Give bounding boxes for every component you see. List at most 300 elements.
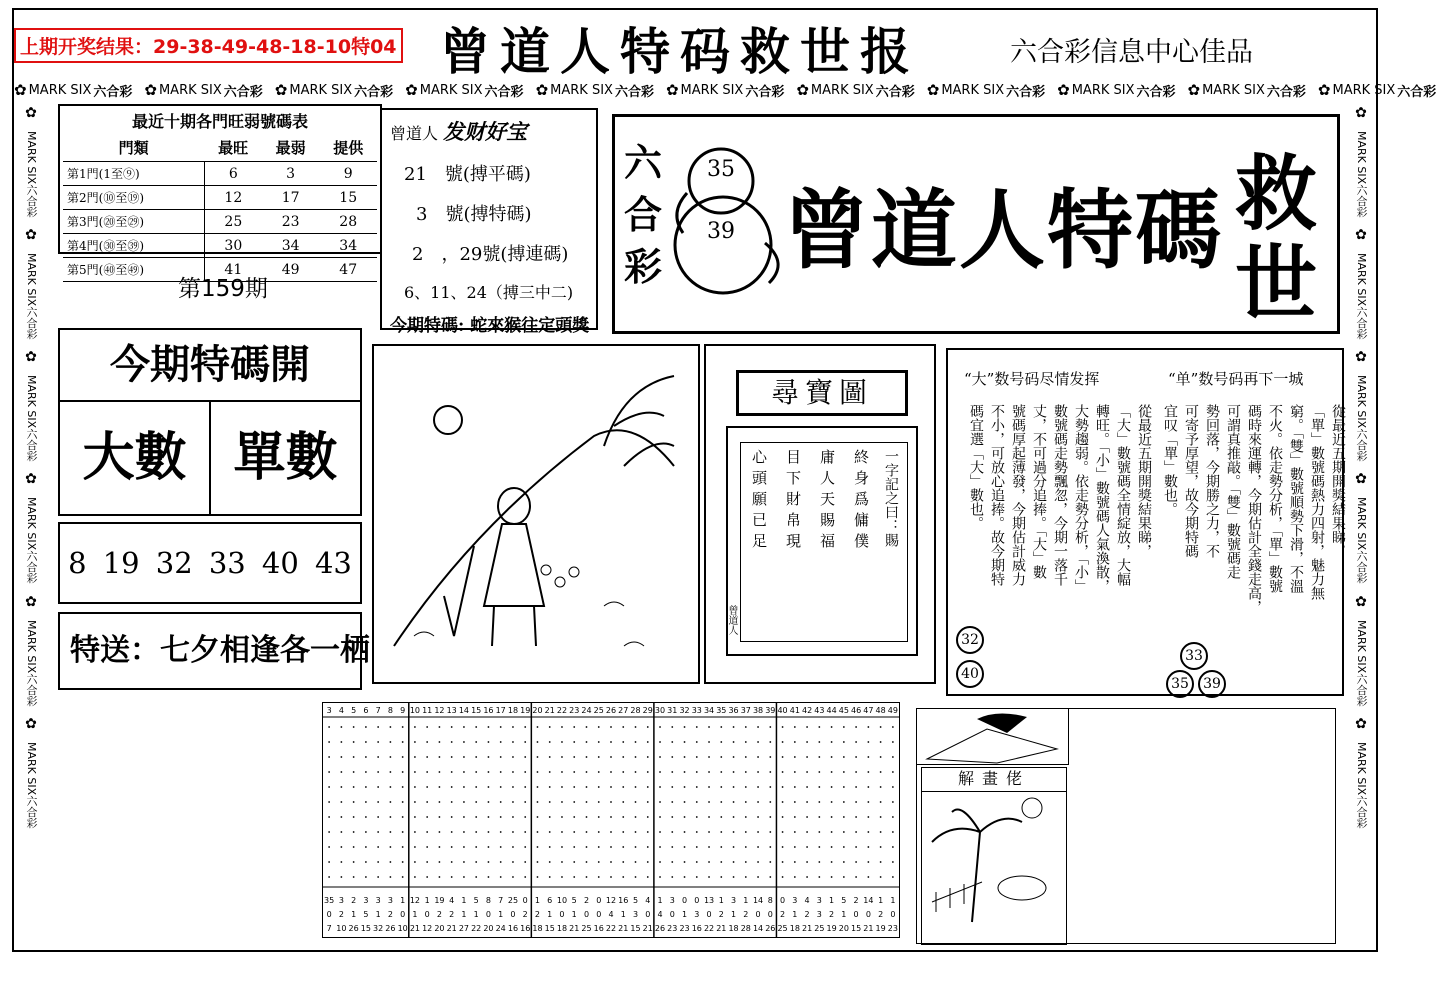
grid-footer-cell: 1: [829, 896, 835, 905]
grid-dot: [659, 726, 661, 728]
grid-dot: [463, 816, 465, 818]
grid-dot: [451, 861, 453, 863]
grid-footer-cell: 0: [694, 896, 700, 905]
table-cell-give: 47: [319, 258, 377, 282]
flower-icon: ✿: [1355, 593, 1367, 610]
grid-dot: [782, 831, 784, 833]
grid-dot: [340, 861, 342, 863]
grid-dot: [340, 831, 342, 833]
grid-dot: [475, 816, 477, 818]
brand-cn-text: 六合彩: [484, 84, 524, 100]
grid-dot: [365, 876, 367, 878]
brand-side-text: [23, 253, 39, 339]
grid-dot: [684, 801, 686, 803]
grid-dot: [880, 846, 882, 848]
grid-dot: [451, 846, 453, 848]
grid-header-cell: 49: [887, 706, 898, 715]
grid-footer-cell: 16: [618, 896, 629, 905]
grid-dot: [377, 771, 379, 773]
grid-dot: [365, 846, 367, 848]
grid-dot: [647, 801, 649, 803]
grid-header-cell: 25: [593, 706, 604, 715]
grid-dot: [610, 816, 612, 818]
grid-dot: [537, 816, 539, 818]
grid-dot: [353, 831, 355, 833]
brand-tile: [1318, 81, 1436, 100]
grid-dot: [353, 741, 355, 743]
grid-footer-cell: 0: [669, 910, 675, 919]
brand-cn-text: 六合彩: [614, 84, 654, 100]
grid-dot: [892, 726, 894, 728]
grid-dot: [831, 726, 833, 728]
table-cell-door: 第1門(1至⑨): [63, 162, 204, 186]
grid-dot: [696, 741, 698, 743]
grid-header-cell: 5: [351, 706, 357, 715]
grid-dot: [757, 771, 759, 773]
logo-ball-a: 35: [707, 157, 735, 182]
grid-footer-cell: 22: [703, 924, 715, 933]
picked-numbers-box: [58, 522, 362, 604]
grid-dot: [622, 741, 624, 743]
grid-header-cell: 37: [740, 706, 751, 715]
logo-title: 曾道人特碼: [783, 180, 1223, 281]
grid-footer-cell: 1: [731, 910, 737, 919]
grid-footer-cell: 19: [434, 896, 445, 905]
grid-dot: [720, 816, 722, 818]
flower-icon: ✿: [25, 715, 37, 732]
grid-footer-cell: 10: [336, 924, 347, 933]
grid-dot: [855, 786, 857, 788]
grid-dot: [782, 801, 784, 803]
grid-footer-cell: 2: [780, 910, 786, 919]
grid-dot: [414, 741, 416, 743]
grid-dot: [549, 756, 551, 758]
grid-dot: [867, 876, 869, 878]
grid-dot: [818, 846, 820, 848]
grid-dot: [537, 846, 539, 848]
grid-dot: [757, 801, 759, 803]
table-row: [63, 234, 377, 258]
tips-heading-small: 曾道人: [390, 124, 439, 143]
grid-dot: [573, 801, 575, 803]
grid-dot: [586, 861, 588, 863]
brand-cn-text: 六合彩: [25, 306, 38, 340]
special-open-box: [58, 328, 362, 516]
grid-dot: [782, 741, 784, 743]
grid-footer-cell: 26: [348, 924, 359, 933]
grid-footer-cell: 15: [544, 924, 555, 933]
grid-dot: [708, 816, 710, 818]
table-cell-strong: 25: [204, 210, 262, 234]
grid-dot: [769, 831, 771, 833]
grid-dot: [696, 801, 698, 803]
grid-dot: [610, 831, 612, 833]
grid-dot: [414, 756, 416, 758]
grid-dot: [549, 801, 551, 803]
grid-header-cell: 11: [422, 706, 433, 715]
grid-dot: [782, 771, 784, 773]
grid-dot: [340, 816, 342, 818]
grid-dot: [696, 756, 698, 758]
brand-side-text: [23, 497, 39, 583]
grid-dot: [488, 831, 490, 833]
grid-dot: [610, 861, 612, 863]
grid-dot: [733, 801, 735, 803]
grid-footer-cell: 2: [718, 910, 724, 919]
grid-dot: [757, 816, 759, 818]
grid-footer-cell: 23: [667, 924, 678, 933]
grid-header-cell: 23: [569, 706, 580, 715]
grid-header-cell: 19: [520, 706, 531, 715]
brand-side-text: [23, 131, 39, 217]
grid-dot: [769, 756, 771, 758]
grid-dot: [855, 846, 857, 848]
grid-footer-cell: 15: [851, 924, 862, 933]
grid-dot: [573, 756, 575, 758]
analysis-panel: [946, 348, 1344, 696]
grid-header-cell: 17: [495, 706, 506, 715]
grid-footer-cell: 1: [461, 910, 467, 919]
grid-footer-cell: 2: [583, 896, 590, 905]
grid-dot: [794, 726, 796, 728]
grid-footer-cell: 22: [471, 924, 482, 933]
grid-header-cell: 32: [679, 706, 690, 715]
trend-grid-chart: [323, 703, 899, 937]
grid-dot: [671, 846, 673, 848]
grid-dot: [622, 816, 624, 818]
grid-header-cell: 45: [838, 706, 849, 715]
grid-dot: [696, 816, 698, 818]
picked-number: 40: [261, 546, 299, 580]
grid-dot: [794, 876, 796, 878]
flower-icon: ✿: [274, 81, 288, 99]
analysis-ball: 39: [1198, 670, 1226, 698]
flower-icon: ✿: [144, 81, 157, 99]
grid-dot: [622, 861, 624, 863]
grid-footer-cell: 3: [632, 910, 639, 919]
grid-footer-cell: 25: [581, 924, 592, 933]
grid-dot: [500, 831, 502, 833]
grid-dot: [524, 876, 526, 878]
grid-dot: [684, 756, 686, 758]
grid-dot: [708, 846, 710, 848]
puzzle-illustration: [372, 344, 700, 684]
analysis-column: 碼時來運轉，今期估計全錢走高，: [1246, 404, 1262, 614]
grid-footer-cell: 0: [645, 910, 651, 919]
grid-dot: [745, 801, 747, 803]
issue-number: 第159期: [178, 276, 268, 302]
table-cell-weak: 3: [262, 162, 320, 186]
grid-header-cell: 38: [752, 706, 764, 715]
grid-footer-cell: 3: [669, 896, 675, 905]
grid-dot: [671, 786, 673, 788]
grid-footer-cell: 0: [767, 910, 773, 919]
grid-dot: [414, 846, 416, 848]
brand-mark-text: MARK SIX: [1355, 253, 1368, 307]
grid-dot: [892, 741, 894, 743]
grid-dot: [696, 726, 698, 728]
grid-footer-cell: 21: [801, 924, 813, 933]
grid-dot: [549, 786, 551, 788]
grid-dot: [488, 726, 490, 728]
flower-icon: ✿: [1355, 471, 1367, 488]
grid-dot: [390, 786, 392, 788]
brand-mark-text: MARK SIX: [1355, 619, 1368, 673]
grid-dot: [843, 771, 845, 773]
treasure-panel: [704, 344, 936, 684]
grid-footer-cell: 1: [351, 910, 357, 919]
brand-cn-text: 六合彩: [745, 84, 785, 100]
grid-footer-cell: 1: [743, 896, 749, 905]
grid-footer-cell: 13: [703, 896, 715, 905]
grid-footer-cell: 23: [887, 924, 898, 933]
grid-header-cell: 46: [851, 706, 862, 715]
grid-dot: [598, 741, 600, 743]
grid-dot: [353, 771, 355, 773]
brand-cn-text: 六合彩: [25, 550, 38, 584]
grid-dot: [598, 756, 600, 758]
grid-dot: [806, 861, 808, 863]
flower-icon: ✿: [1355, 227, 1367, 244]
grid-footer-cell: 3: [816, 896, 822, 905]
grid-dot: [328, 756, 330, 758]
treasure-intro: 一字記之曰：賜: [883, 449, 899, 547]
grid-dot: [720, 846, 722, 848]
grid-dot: [855, 876, 857, 878]
grid-dot: [414, 876, 416, 878]
brand-side-text: [1353, 375, 1369, 461]
tips-heading: 发财好宝: [443, 119, 528, 144]
grid-header-cell: 31: [667, 706, 678, 715]
brand-cn-text: 六合彩: [1355, 306, 1368, 340]
grid-dot: [635, 741, 637, 743]
analysis-column: 宜叹「單」數也。: [1162, 404, 1178, 516]
grid-dot: [561, 861, 563, 863]
flower-icon: ✿: [1355, 715, 1367, 732]
grid-footer-cell: 21: [642, 924, 653, 933]
grid-header-cell: 16: [483, 706, 494, 715]
grid-dot: [537, 801, 539, 803]
grid-dot: [782, 726, 784, 728]
grid-dot: [733, 861, 735, 863]
table-cell-weak: 17: [262, 186, 320, 210]
book-icon: [917, 709, 1067, 763]
grid-dot: [782, 816, 784, 818]
grid-header-cell: 6: [363, 706, 369, 715]
grid-dot: [806, 876, 808, 878]
table-cell-strong: 30: [204, 234, 262, 258]
column-header-weak: 最弱: [262, 134, 320, 162]
brand-side-text: [1353, 742, 1369, 828]
grid-dot: [524, 816, 526, 818]
grid-dot: [794, 741, 796, 743]
grid-dot: [377, 831, 379, 833]
masthead-title: 曾道人特码救世报: [440, 22, 920, 81]
flower-icon: ✿: [405, 81, 418, 99]
grid-dot: [451, 741, 453, 743]
grid-header-cell: 18: [507, 706, 519, 715]
grid-footer-cell: 5: [632, 896, 639, 905]
grid-footer-cell: 20: [838, 924, 849, 933]
grid-footer-cell: 4: [449, 896, 455, 905]
grid-dot: [659, 876, 661, 878]
grid-dot: [769, 876, 771, 878]
grid-dot: [426, 816, 428, 818]
treasure-verse: 終身爲傭僕: [852, 449, 870, 554]
flower-icon: ✿: [665, 81, 679, 99]
grid-dot: [353, 726, 355, 728]
grid-dot: [831, 741, 833, 743]
grid-dot: [745, 726, 747, 728]
grid-dot: [647, 846, 649, 848]
treasure-sign: 曾道人: [726, 605, 737, 635]
grid-dot: [402, 771, 404, 773]
grid-dot: [439, 861, 441, 863]
grid-dot: [720, 861, 722, 863]
grid-dot: [365, 726, 367, 728]
grid-dot: [500, 756, 502, 758]
grid-dot: [561, 876, 563, 878]
grid-dot: [684, 741, 686, 743]
grid-dot: [573, 861, 575, 863]
grid-dot: [843, 846, 845, 848]
grid-dot: [340, 876, 342, 878]
flower-icon: ✿: [25, 593, 37, 610]
grid-dot: [328, 816, 330, 818]
grid-header-cell: 8: [387, 706, 393, 715]
grid-dot: [720, 801, 722, 803]
grid-dot: [524, 801, 526, 803]
grid-dot: [745, 741, 747, 743]
grid-dot: [769, 741, 771, 743]
grid-dot: [757, 756, 759, 758]
grid-dot: [867, 846, 869, 848]
grid-dot: [671, 756, 673, 758]
grid-dot: [696, 831, 698, 833]
grid-footer-cell: 15: [630, 924, 641, 933]
grid-footer-cell: 14: [752, 896, 764, 905]
table-cell-weak: 23: [262, 210, 320, 234]
grid-dot: [720, 876, 722, 878]
grid-footer-cell: 5: [473, 896, 479, 905]
grid-footer-cell: 1: [400, 896, 406, 905]
grid-dot: [769, 801, 771, 803]
grid-dot: [561, 771, 563, 773]
analysis-column: 轉旺。「小」數號碼人氣渙散，: [1094, 404, 1110, 593]
grid-header-cell: 22: [556, 706, 568, 715]
palm-tree-illustration-icon: [922, 792, 1066, 942]
brand-mark-text: MARK SIX: [25, 375, 38, 429]
strength-table-title: 最近十期各門旺弱號碼表: [131, 112, 308, 131]
grid-dot: [818, 801, 820, 803]
grid-dot: [340, 756, 342, 758]
grid-footer-cell: 26: [765, 924, 776, 933]
grid-dot: [573, 741, 575, 743]
grid-dot: [475, 771, 477, 773]
grid-dot: [684, 861, 686, 863]
grid-dot: [402, 831, 404, 833]
grid-dot: [635, 831, 637, 833]
last-draw-result: 上期开奖结果：29-38-49-48-18-10特04: [14, 28, 403, 63]
gift-text: 特送：七夕相逢各一栖: [70, 633, 370, 668]
grid-dot: [720, 741, 722, 743]
grid-dot: [696, 786, 698, 788]
grid-dot: [806, 786, 808, 788]
grid-footer-cell: 0: [890, 910, 896, 919]
grid-dot: [794, 831, 796, 833]
grid-dot: [684, 831, 686, 833]
grid-dot: [340, 726, 342, 728]
grid-dot: [757, 831, 759, 833]
strength-table-panel: [58, 104, 382, 278]
brand-side-text: [1353, 253, 1369, 339]
grid-footer-cell: 16: [520, 924, 531, 933]
grid-dot: [500, 741, 502, 743]
grid-dot: [818, 831, 820, 833]
grid-dot: [488, 861, 490, 863]
grid-dot: [353, 861, 355, 863]
grid-dot: [402, 726, 404, 728]
grid-dot: [524, 726, 526, 728]
grid-footer-cell: 8: [485, 896, 491, 905]
grid-dot: [512, 756, 514, 758]
grid-dot: [500, 816, 502, 818]
grid-dot: [635, 771, 637, 773]
grid-footer-cell: 23: [679, 924, 690, 933]
grid-dot: [671, 876, 673, 878]
grid-dot: [647, 861, 649, 863]
analysis-ball: 32: [956, 626, 984, 654]
grid-dot: [390, 801, 392, 803]
grid-dot: [353, 756, 355, 758]
brand-cn-text: 六合彩: [223, 84, 263, 100]
grid-dot: [561, 801, 563, 803]
tips-special: 今期特碼: 蛇來猴往定頭獎: [390, 316, 590, 336]
grid-dot: [880, 771, 882, 773]
grid-dot: [843, 831, 845, 833]
grid-dot: [365, 756, 367, 758]
flower-icon: ✿: [25, 105, 37, 121]
grid-dot: [843, 726, 845, 728]
grid-dot: [708, 786, 710, 788]
grid-header-cell: 21: [544, 706, 555, 715]
grid-dot: [390, 831, 392, 833]
brand-side-text: [1353, 620, 1369, 706]
grid-dot: [708, 726, 710, 728]
brand-mark-text: MARK SIX: [25, 741, 38, 795]
grid-dot: [598, 801, 600, 803]
picked-number: 43: [314, 546, 352, 580]
grid-footer-cell: 25: [814, 924, 825, 933]
grid-footer-cell: 1: [890, 896, 896, 905]
grid-dot: [855, 741, 857, 743]
brand-cn-text: 六合彩: [1266, 84, 1306, 100]
grid-dot: [818, 861, 820, 863]
grid-dot: [512, 726, 514, 728]
grid-footer-cell: 20: [483, 924, 494, 933]
grid-dot: [843, 876, 845, 878]
grid-dot: [610, 756, 612, 758]
grid-dot: [475, 801, 477, 803]
grid-dot: [524, 846, 526, 848]
grid-dot: [537, 756, 539, 758]
analysis-column: 勢回落，今期勝之力，不: [1204, 404, 1220, 558]
grid-dot: [573, 846, 575, 848]
grid-dot: [463, 756, 465, 758]
grid-header-cell: 20: [532, 706, 543, 715]
grid-dot: [439, 816, 441, 818]
grid-footer-cell: 12: [422, 924, 433, 933]
